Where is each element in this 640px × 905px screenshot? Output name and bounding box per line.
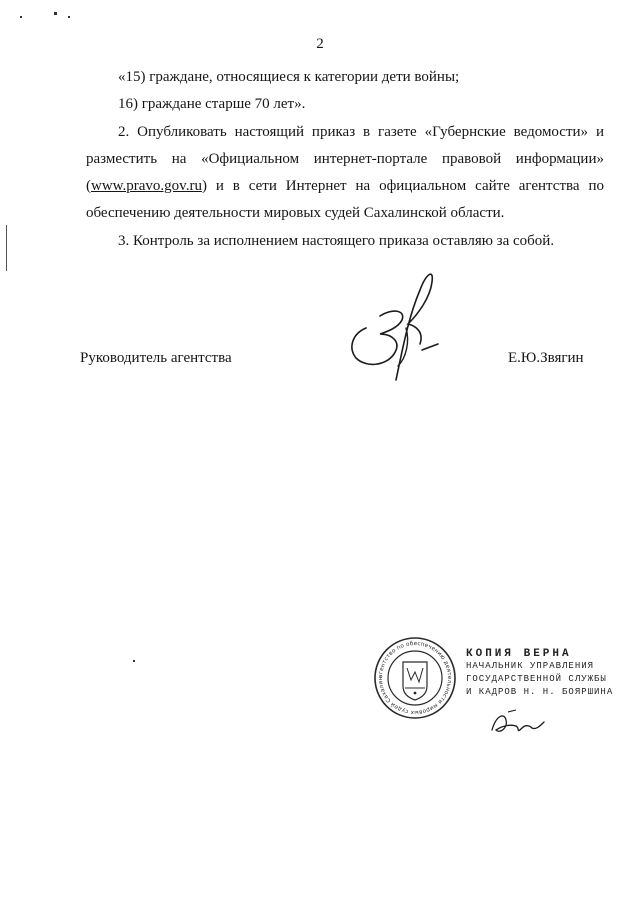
scan-speck <box>68 16 70 18</box>
certification-signature <box>486 708 548 738</box>
pravo-link[interactable]: www.pravo.gov.ru <box>91 178 202 194</box>
scan-speck <box>133 660 135 662</box>
certified-copy-line-2: ГОСУДАРСТВЕННОЙ СЛУЖБЫ <box>466 674 607 684</box>
svg-text:агентство по обеспечению деяте: агентство по обеспечению деятельности мировых судей Сахалин <box>377 640 453 716</box>
scan-speck <box>54 12 57 15</box>
paragraph-2-line-3 <box>86 178 604 195</box>
signatory-title: Руководитель агентства <box>80 350 232 366</box>
paragraph-2-line-1: 2. Опубликовать настоящий приказ в газете «Губернские ведомости» и <box>118 124 604 140</box>
handwritten-signature <box>336 262 446 390</box>
scan-speck <box>20 16 22 18</box>
list-item-16: 16) граждане старше 70 лет». <box>118 96 306 112</box>
certified-copy-line-3: И КАДРОВ Н. Н. БОЯРШИНА <box>466 687 614 697</box>
list-item-15: «15) граждане, относящиеся к категории дети войны; <box>118 69 460 85</box>
paragraph-2-line-2: разместить на «Официальном интернет-портале правовой информации» <box>86 151 604 167</box>
paragraph-2-line-4: обеспечению деятельности мировых судей Сахалинской области. <box>86 205 505 221</box>
paragraph-3: 3. Контроль за исполнением настоящего приказа оставляю за собой. <box>118 233 555 249</box>
official-seal <box>373 636 457 720</box>
certified-copy-line-1: НАЧАЛЬНИК УПРАВЛЕНИЯ <box>466 661 595 671</box>
paren-open: ( <box>86 178 91 194</box>
scan-edge-mark <box>6 225 7 271</box>
page-number: 2 <box>316 36 324 52</box>
certified-copy-heading: КОПИЯ ВЕРНА <box>466 648 572 660</box>
signatory-name: Е.Ю.Звягин <box>508 350 584 366</box>
certified-copy-stamp <box>466 648 613 699</box>
paragraph-2-line-3-rest: ) и в сети Интернет на официальном сайте агентства по <box>201 178 604 194</box>
